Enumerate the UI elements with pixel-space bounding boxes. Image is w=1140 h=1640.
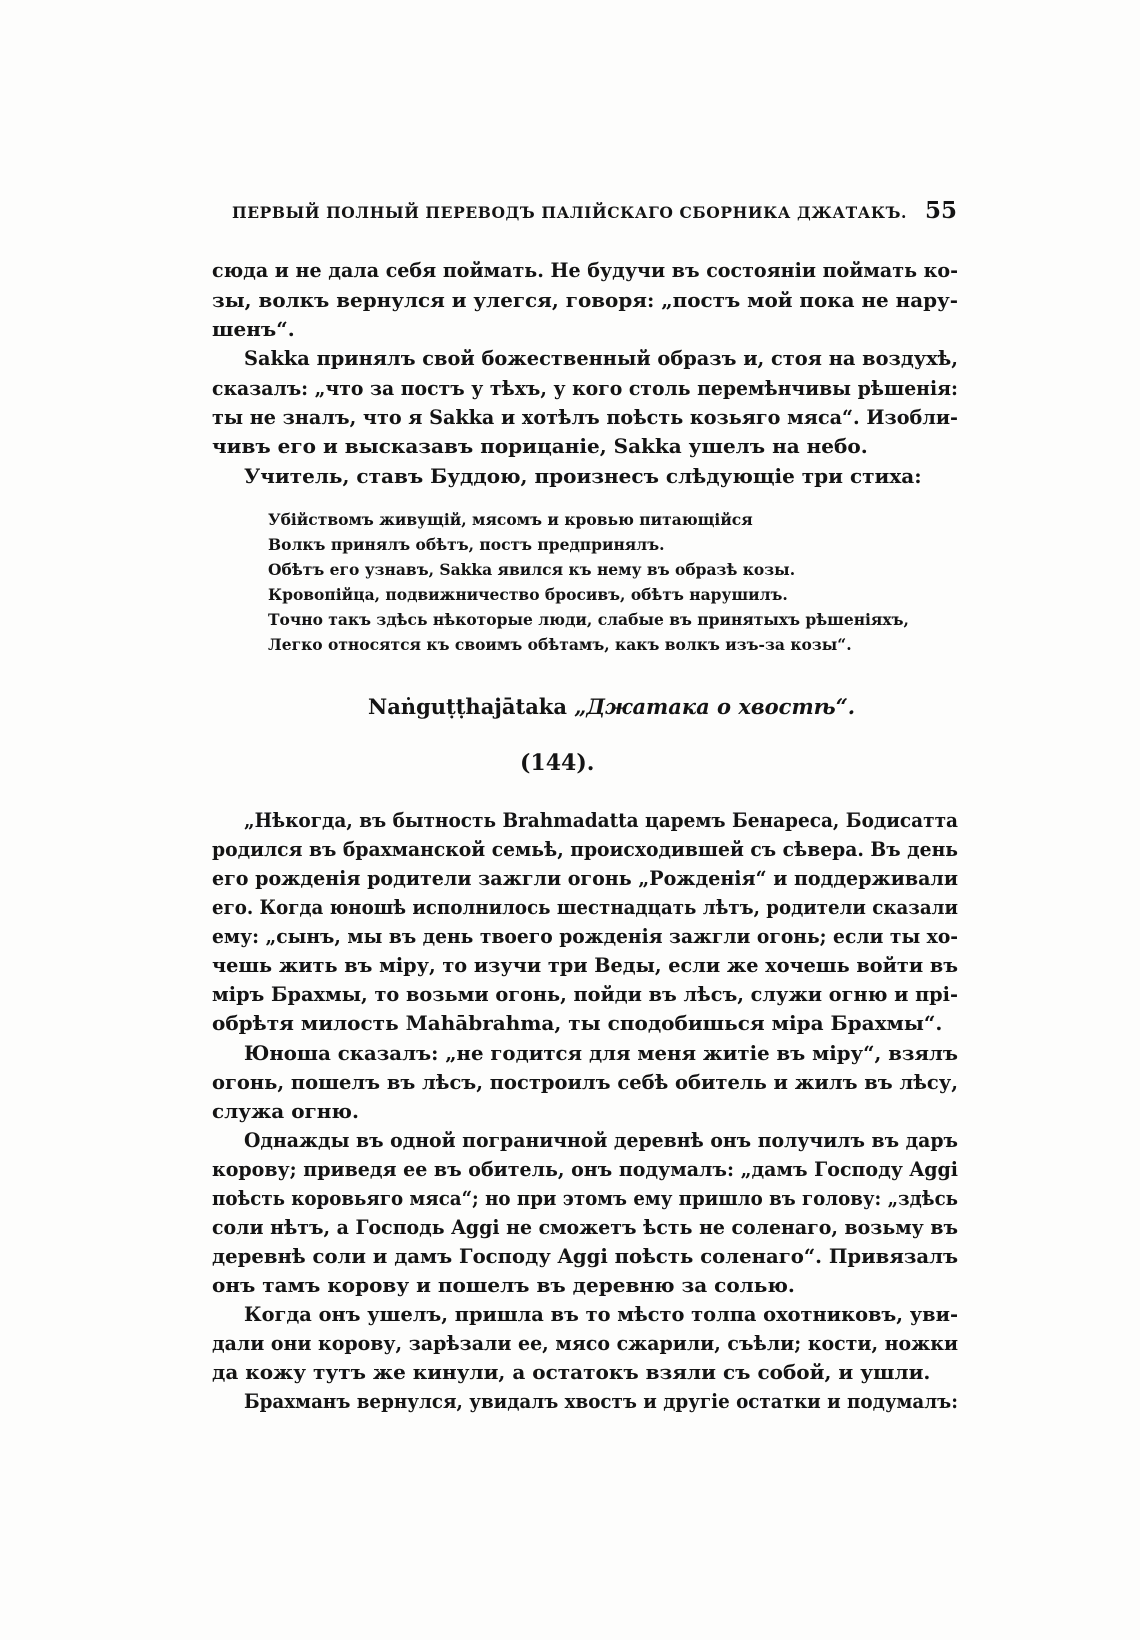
paragraph-1-line-1: сюда и не дала себя поймать. Не будучи въ состояніи поймать ко- bbox=[212, 258, 958, 282]
running-head bbox=[232, 197, 957, 231]
paragraph-1-line-2: зы, волкъ вернулся и улегся, говоря: „постъ мой пока не нару- bbox=[212, 288, 959, 312]
jataka-number: (144). bbox=[520, 750, 595, 776]
paragraph-4-line-1: „Нѣкогда, въ бытность Brahmadatta царемъ Бенареса, Бодисатта bbox=[244, 808, 958, 832]
jataka-title-ru: „Джатака о хвостѣ“. bbox=[574, 694, 856, 719]
verse-line-4: Кровопійца, подвижничество бросивъ, обѣтъ нарушилъ. bbox=[268, 585, 788, 604]
paragraph-4-line-3: его рожденія родители зажгли огонь „Рожденія“ и поддерживали bbox=[212, 866, 958, 890]
page-number: 55 bbox=[924, 197, 957, 224]
verse-line-5: Точно такъ здѣсь нѣкоторые люди, слабые въ принятыхъ рѣшеніяхъ, bbox=[268, 610, 909, 629]
paragraph-2-line-1: Sakka принялъ свой божественный образъ и, стоя на воздухѣ, bbox=[244, 346, 958, 370]
paragraph-7-line-1: Когда онъ ушелъ, пришла въ то мѣсто толпа охотниковъ, уви- bbox=[244, 1302, 959, 1326]
paragraph-4-line-7: міръ Брахмы, то возьми огонь, пойди въ лѣсъ, служи огню и прі- bbox=[212, 982, 958, 1006]
paragraph-1-line-3: шенъ“. bbox=[212, 317, 295, 341]
paragraph-2-line-4: чивъ его и высказавъ порицаніе, Sakka ушелъ на небо. bbox=[212, 434, 868, 458]
paragraph-6-line-1: Однажды въ одной пограничной деревнѣ онъ получилъ въ даръ bbox=[244, 1128, 958, 1152]
paragraph-5-line-3: служа огню. bbox=[212, 1099, 359, 1123]
paragraph-6-line-5: деревнѣ соли и дамъ Господу Aggi поѣсть соленаго“. Привязалъ bbox=[212, 1244, 959, 1268]
paragraph-4-line-4: его. Когда юношѣ исполнилось шестнадцать лѣтъ, родители сказали bbox=[212, 895, 959, 919]
paragraph-5-line-2: огонь, пошелъ въ лѣсъ, построилъ себѣ обитель и жилъ въ лѣсу, bbox=[212, 1070, 958, 1094]
paragraph-8-line-1: Брахманъ вернулся, увидалъ хвостъ и другіе остатки и подумалъ: bbox=[244, 1389, 958, 1413]
paragraph-4-line-2: родился въ брахманской семьѣ, происходившей съ сѣвера. Въ день bbox=[212, 837, 958, 861]
paragraph-4-line-8: обрѣтя милость Mahābrahma, ты сподобишься міра Брахмы“. bbox=[212, 1011, 943, 1035]
paragraph-7-line-3: да кожу тутъ же кинули, а остатокъ взяли съ собой, и ушли. bbox=[212, 1360, 931, 1384]
paragraph-6-line-2: корову; приведя ее въ обитель, онъ подумалъ: „дамъ Господу Aggi bbox=[212, 1157, 959, 1181]
paragraph-4-line-6: чешь жить въ міру, то изучи три Веды, если же хочешь войти въ bbox=[212, 953, 958, 977]
jataka-heading bbox=[368, 694, 855, 719]
jataka-title-pali: Naṅguṭṭhajātaka bbox=[368, 694, 567, 719]
paragraph-6-line-6: онъ тамъ корову и пошелъ въ деревню за солью. bbox=[212, 1273, 795, 1297]
verse-line-6: Легко относятся къ своимъ обѣтамъ, какъ волкъ изъ-за козы“. bbox=[268, 635, 852, 654]
paragraph-4-line-5: ему: „сынъ, мы въ день твоего рожденія зажгли огонь; если ты хо- bbox=[212, 924, 959, 948]
verse-line-2: Волкъ принялъ обѣтъ, постъ предпринялъ. bbox=[268, 535, 665, 554]
paragraph-7-line-2: дали они корову, зарѣзали ее, мясо сжарили, съѣли; кости, ножки bbox=[212, 1331, 959, 1355]
paragraph-5-line-1: Юноша сказалъ: „не годится для меня житіе въ міру“, взялъ bbox=[244, 1041, 959, 1065]
verse-line-3: Обѣтъ его узнавъ, Sakka явился къ нему въ образѣ козы. bbox=[268, 560, 796, 579]
paragraph-6-line-3: поѣсть коровьяго мяса“; но при этомъ ему пришло въ голову: „здѣсь bbox=[212, 1186, 959, 1210]
running-title: ПЕРВЫЙ ПОЛНЫЙ ПЕРЕВОДЪ ПАЛІЙСКАГО СБОРНИКА ДЖАТАКЪ. bbox=[232, 203, 908, 222]
paragraph-3-line-1: Учитель, ставъ Буддою, произнесъ слѣдующіе три стиха: bbox=[244, 464, 922, 488]
paragraph-6-line-4: соли нѣтъ, а Господь Aggi не сможетъ ѣсть не соленаго, возьму въ bbox=[212, 1215, 959, 1239]
verse-line-1: Убійствомъ живущій, мясомъ и кровью питающійся bbox=[268, 510, 753, 529]
paragraph-2-line-3: ты не зналъ, что я Sakka и хотѣлъ поѣсть козьяго мяса“. Изобли- bbox=[212, 405, 959, 429]
paragraph-2-line-2: сказалъ: „что за постъ у тѣхъ, у кого столь перемѣнчивы рѣшенія: bbox=[212, 376, 958, 400]
